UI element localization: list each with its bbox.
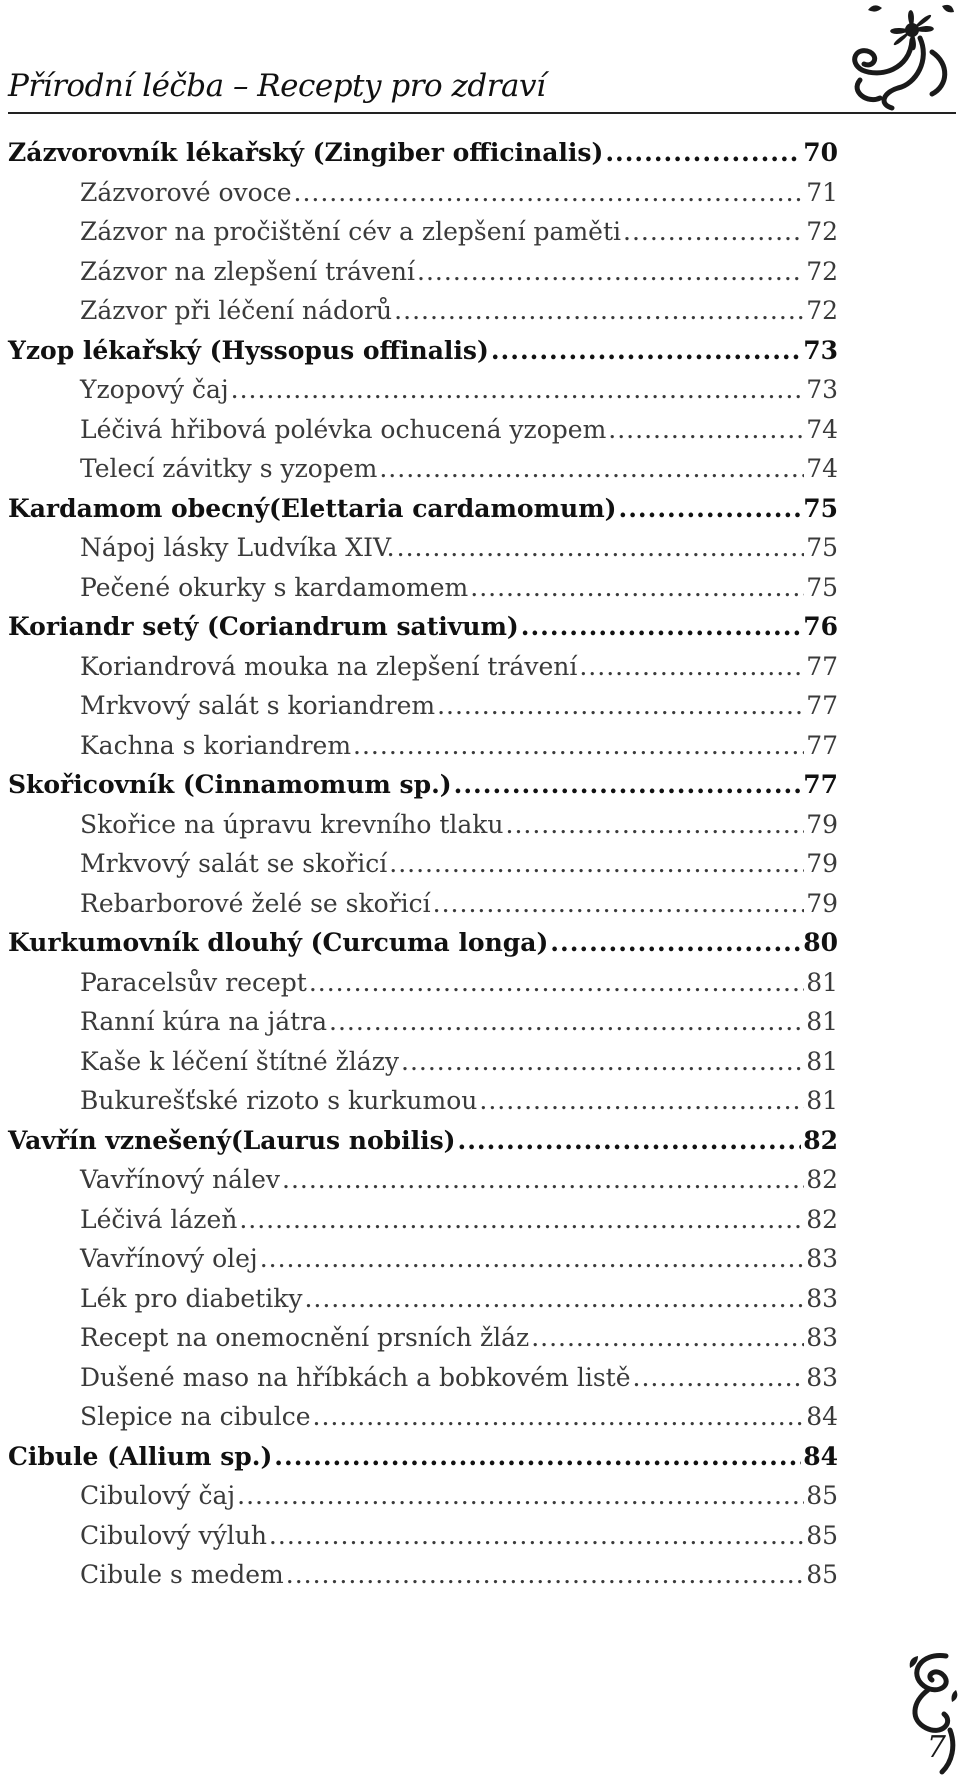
dot-leader bbox=[491, 336, 801, 365]
toc-entry bbox=[8, 1363, 838, 1403]
dot-leader bbox=[260, 1244, 805, 1273]
toc-entry-title: Dušené maso na hříbkách a bobkovém listě bbox=[80, 1362, 631, 1392]
header-rule bbox=[8, 112, 956, 114]
toc-entry-title: Yzop lékařský (Hyssopus offinalis) bbox=[8, 335, 489, 365]
toc-entry-title: Bukurešťské rizoto s kurkumou bbox=[80, 1086, 478, 1115]
dot-leader bbox=[274, 1442, 801, 1471]
toc-entry-title: Skořice na úpravu krevního tlaku bbox=[80, 809, 504, 839]
toc-entry-title: Vavřín vznešený(Laurus nobilis) bbox=[8, 1125, 456, 1155]
toc-page-number: 77 bbox=[806, 730, 838, 760]
toc-section-heading bbox=[8, 1126, 838, 1166]
toc-page-number: 81 bbox=[806, 967, 838, 997]
toc-entry-title: Yzopový čaj bbox=[80, 375, 229, 404]
toc-entry bbox=[8, 454, 838, 494]
toc-entry-title: Kachna s koriandrem bbox=[80, 730, 352, 760]
dot-leader bbox=[521, 612, 801, 641]
toc-page-number: 74 bbox=[806, 414, 838, 444]
toc-entry-title: Léčivá lázeň bbox=[80, 1204, 238, 1234]
toc-entry bbox=[8, 375, 838, 415]
toc-entry-title: Slepice na cibulce bbox=[80, 1402, 311, 1431]
toc-entry-title: Ranní kúra na játra bbox=[80, 1007, 328, 1036]
toc-page-number: 72 bbox=[806, 296, 838, 325]
toc-entry bbox=[8, 573, 838, 613]
dot-leader bbox=[304, 1284, 804, 1313]
dot-leader bbox=[353, 731, 804, 760]
dot-leader bbox=[579, 652, 804, 681]
dot-leader bbox=[633, 1363, 805, 1392]
toc-entry-title: Koriandrová mouka na zlepšení trávení bbox=[80, 651, 578, 681]
toc-entry-title: Telecí závitky s yzopem bbox=[80, 454, 378, 483]
toc-entry bbox=[8, 691, 838, 731]
dot-leader bbox=[269, 1521, 804, 1550]
toc-entry bbox=[8, 849, 838, 889]
dot-leader bbox=[329, 1007, 804, 1036]
toc-page-number: 73 bbox=[806, 375, 838, 404]
toc-entry bbox=[8, 217, 838, 257]
dot-leader bbox=[605, 138, 801, 167]
toc-page-number: 75 bbox=[806, 533, 838, 562]
toc-page-number: 79 bbox=[806, 809, 838, 839]
dot-leader bbox=[454, 770, 802, 799]
toc-entry bbox=[8, 1244, 838, 1284]
toc-entry bbox=[8, 1205, 838, 1245]
toc-entry bbox=[8, 1007, 838, 1047]
toc-entry-title: Léčivá hřibová polévka ochucená yzopem bbox=[80, 414, 607, 444]
toc-entry bbox=[8, 1521, 838, 1561]
toc-entry bbox=[8, 968, 838, 1008]
dot-leader bbox=[394, 296, 804, 325]
toc-section-heading bbox=[8, 770, 838, 810]
toc-page-number: 79 bbox=[806, 888, 838, 918]
toc-page-number: 74 bbox=[806, 454, 838, 483]
toc-entry bbox=[8, 889, 838, 929]
toc-page-number: 82 bbox=[803, 1125, 838, 1155]
dot-leader bbox=[237, 1481, 804, 1510]
toc-entry bbox=[8, 178, 838, 218]
toc-entry-title: Zázvorové ovoce bbox=[80, 177, 292, 207]
toc-page-number: 84 bbox=[806, 1402, 838, 1431]
toc-section-heading bbox=[8, 928, 838, 968]
toc-entry-title: Cibule (Allium sp.) bbox=[8, 1441, 273, 1471]
dot-leader bbox=[608, 415, 804, 444]
toc-entry bbox=[8, 415, 838, 455]
toc-entry-title: Zázvorovník lékařský (Zingiber officinalis) bbox=[8, 138, 604, 167]
toc-entry-title: Cibule s medem bbox=[80, 1560, 284, 1589]
toc-entry bbox=[8, 1165, 838, 1205]
toc-entry-title: Recept na onemocnění prsních žláz bbox=[80, 1323, 530, 1352]
toc-entry bbox=[8, 533, 838, 573]
toc-entry-title: Kurkumovník dlouhý (Curcuma longa) bbox=[8, 928, 549, 957]
toc-entry-title: Zázvor při léčení nádorů bbox=[80, 296, 393, 325]
toc-entry-title: Rebarborové želé se skořicí bbox=[80, 888, 431, 918]
toc-entry-title: Zázvor na pročištění cév a zlepšení paměti bbox=[80, 217, 621, 246]
dot-leader bbox=[433, 889, 805, 918]
toc-page-number: 82 bbox=[806, 1204, 838, 1234]
toc-entry bbox=[8, 1323, 838, 1363]
page-header-title: Přírodní léčba – Recepty pro zdraví bbox=[8, 68, 546, 104]
toc-entry-title: Vavřínový nálev bbox=[80, 1165, 280, 1194]
toc-page-number: 76 bbox=[803, 612, 838, 641]
dot-leader bbox=[231, 375, 805, 404]
toc-page-number: 80 bbox=[803, 928, 838, 957]
toc-entry bbox=[8, 1284, 838, 1324]
toc-page-number: 83 bbox=[806, 1283, 838, 1313]
toc-page-number: 75 bbox=[803, 493, 838, 523]
toc-entry bbox=[8, 1047, 838, 1087]
toc-entry-title: Vavřínový olej bbox=[80, 1244, 258, 1273]
toc-page-number: 83 bbox=[806, 1362, 838, 1392]
toc-entry bbox=[8, 1560, 838, 1600]
toc-entry bbox=[8, 1086, 838, 1126]
dot-leader bbox=[479, 1086, 804, 1115]
dot-leader bbox=[309, 968, 804, 997]
dot-leader bbox=[417, 257, 804, 286]
toc-page-number: 70 bbox=[803, 138, 838, 167]
dot-leader bbox=[286, 1560, 804, 1589]
toc-entry-title: Kaše k léčení štítné žlázy bbox=[80, 1046, 400, 1076]
toc-section-heading bbox=[8, 612, 838, 652]
dot-leader bbox=[470, 573, 804, 602]
toc-section-heading bbox=[8, 138, 838, 178]
toc-entry bbox=[8, 1402, 838, 1442]
dot-leader bbox=[550, 928, 801, 957]
toc-page-number: 85 bbox=[806, 1520, 838, 1550]
table-of-contents bbox=[8, 138, 838, 1600]
toc-page-number: 77 bbox=[806, 691, 838, 720]
toc-entry-title: Koriandr setý (Coriandrum sativum) bbox=[8, 612, 519, 641]
toc-entry bbox=[8, 296, 838, 336]
toc-page-number: 84 bbox=[803, 1441, 838, 1471]
dot-leader bbox=[239, 1205, 804, 1234]
toc-entry bbox=[8, 1481, 838, 1521]
toc-page-number: 81 bbox=[806, 1007, 838, 1036]
toc-entry bbox=[8, 652, 838, 692]
toc-page-number: 73 bbox=[803, 335, 838, 365]
toc-page-number: 83 bbox=[806, 1244, 838, 1273]
dot-leader bbox=[389, 849, 804, 878]
toc-entry-title: Kardamom obecný(Elettaria cardamomum) bbox=[8, 493, 617, 523]
toc-page-number: 72 bbox=[806, 256, 838, 286]
dot-leader bbox=[619, 494, 802, 523]
dot-leader bbox=[294, 178, 805, 207]
page-number: 7 bbox=[926, 1730, 946, 1765]
toc-entry-title: Paracelsův recept bbox=[80, 967, 307, 997]
toc-entry bbox=[8, 810, 838, 850]
dot-leader bbox=[282, 1165, 804, 1194]
toc-page-number: 83 bbox=[806, 1323, 838, 1352]
toc-page-number: 81 bbox=[806, 1046, 838, 1076]
toc-section-heading bbox=[8, 1442, 838, 1482]
toc-entry-title: Cibulový výluh bbox=[80, 1520, 267, 1550]
dot-leader bbox=[531, 1323, 804, 1352]
toc-entry-title: Skořicovník (Cinnamomum sp.) bbox=[8, 770, 452, 799]
toc-entry-title: Nápoj lásky Ludvíka XIV. bbox=[80, 533, 395, 562]
floral-ornament-icon bbox=[820, 0, 956, 118]
dot-leader bbox=[313, 1402, 805, 1431]
dot-leader bbox=[458, 1126, 802, 1155]
toc-section-heading bbox=[8, 336, 838, 376]
toc-entry-title: Mrkvový salát s koriandrem bbox=[80, 691, 436, 720]
dot-leader bbox=[397, 533, 805, 562]
toc-section-heading bbox=[8, 494, 838, 534]
toc-page-number: 85 bbox=[806, 1481, 838, 1510]
toc-page-number: 77 bbox=[803, 770, 838, 799]
toc-entry-title: Zázvor na zlepšení trávení bbox=[80, 256, 416, 286]
dot-leader bbox=[506, 810, 805, 839]
toc-page-number: 82 bbox=[806, 1165, 838, 1194]
dot-leader bbox=[379, 454, 804, 483]
dot-leader bbox=[623, 217, 804, 246]
dot-leader bbox=[437, 691, 804, 720]
toc-page-number: 77 bbox=[806, 651, 838, 681]
toc-entry-title: Lék pro diabetiky bbox=[80, 1283, 303, 1313]
toc-entry bbox=[8, 731, 838, 771]
dot-leader bbox=[401, 1047, 804, 1076]
toc-entry bbox=[8, 257, 838, 297]
toc-page-number: 79 bbox=[806, 849, 838, 878]
toc-page-number: 72 bbox=[806, 217, 838, 246]
toc-page-number: 81 bbox=[806, 1086, 838, 1115]
toc-page-number: 85 bbox=[806, 1560, 838, 1589]
toc-page-number: 75 bbox=[806, 572, 838, 602]
toc-entry-title: Pečené okurky s kardamomem bbox=[80, 572, 469, 602]
toc-entry-title: Mrkvový salát se skořicí bbox=[80, 849, 388, 878]
toc-page-number: 71 bbox=[806, 177, 838, 207]
toc-entry-title: Cibulový čaj bbox=[80, 1481, 236, 1510]
